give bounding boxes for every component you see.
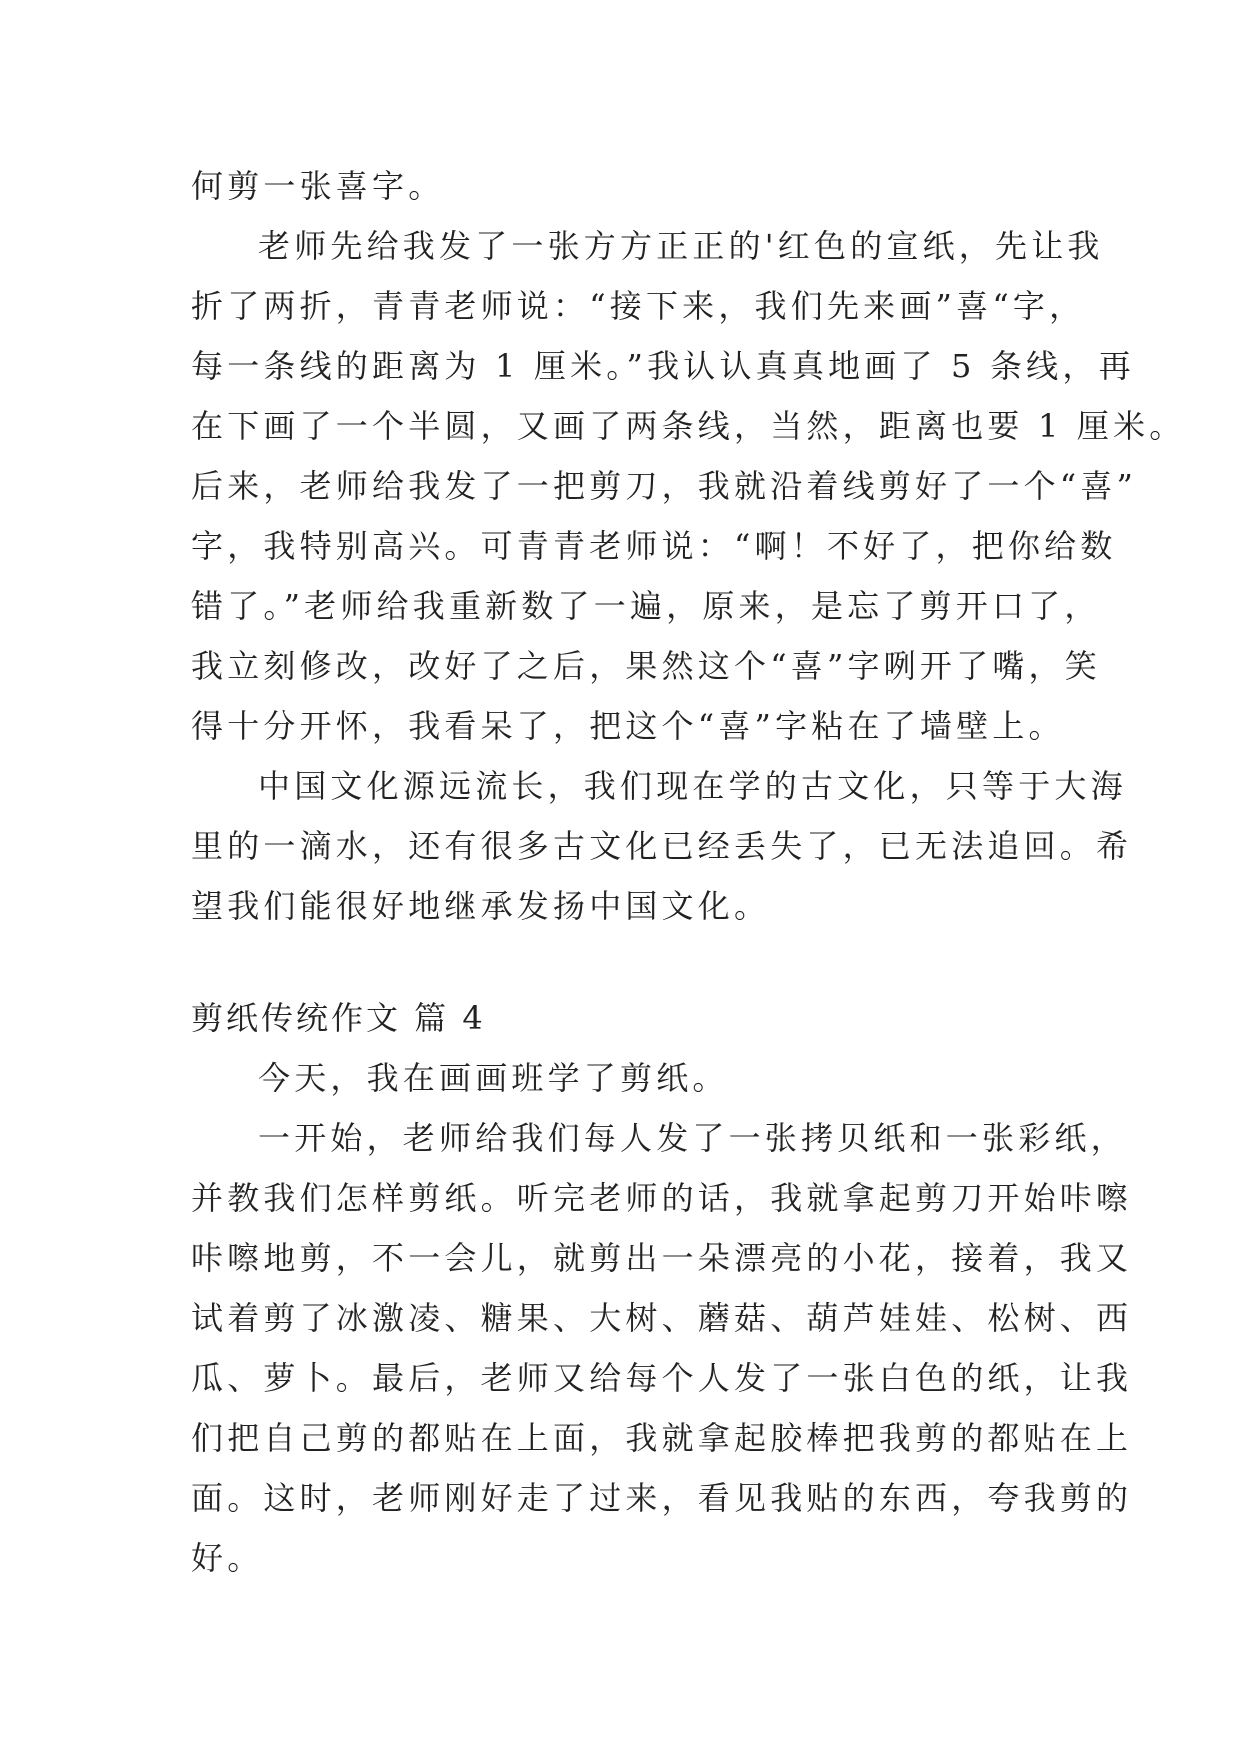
text-line: 咔嚓地剪，不一会儿，就剪出一朵漂亮的小花，接着，我又 <box>191 1239 1133 1277</box>
paragraph-start-line: 一开始，老师给我们每人发了一张拷贝纸和一张彩纸， <box>258 1119 1127 1157</box>
text-line: 并教我们怎样剪纸。听完老师的话，我就拿起剪刀开始咔嚓 <box>191 1179 1133 1217</box>
text-line: 字，我特别高兴。可青青老师说：“啊！不好了，把你给数 <box>191 527 1117 565</box>
text-line: 每一条线的距离为 1 厘米。”我认认真真地画了 5 条线，再 <box>191 347 1135 385</box>
text-line: 试着剪了冰激凌、糖果、大树、蘑菇、葫芦娃娃、松树、西 <box>191 1299 1133 1337</box>
text-line: 折了两折，青青老师说：“接下来，我们先来画”喜“字， <box>191 287 1086 325</box>
text-line: 何剪一张喜字。 <box>191 167 445 205</box>
text-line: 后来，老师给我发了一把剪刀，我就沿着线剪好了一个“喜” <box>191 467 1138 505</box>
paragraph-start-line: 中国文化源远流长，我们现在学的古文化，只等于大海 <box>258 767 1127 805</box>
text-line: 里的一滴水，还有很多古文化已经丢失了，已无法追回。希 <box>191 827 1133 865</box>
text-line: 在下画了一个半圆，又画了两条线，当然，距离也要 1 厘米。 <box>191 407 1186 445</box>
text-line: 错了。”老师给我重新数了一遍，原来，是忘了剪开口了， <box>191 587 1101 625</box>
text-line: 我立刻修改，改好了之后，果然这个“喜”字咧开了嘴，笑 <box>191 647 1101 685</box>
text-line: 好。 <box>191 1539 264 1577</box>
text-line: 得十分开怀，我看呆了，把这个“喜”字粘在了墙壁上。 <box>191 707 1065 745</box>
text-line: 望我们能很好地继承发扬中国文化。 <box>191 887 771 925</box>
paragraph-start-line: 老师先给我发了一张方方正正的'红色的宣纸，先让我 <box>258 227 1104 265</box>
text-line: 瓜、萝卜。最后，老师又给每个人发了一张白色的纸，让我 <box>191 1359 1133 1397</box>
paragraph-start-line: 今天，我在画画班学了剪纸。 <box>258 1059 729 1097</box>
text-line: 们把自己剪的都贴在上面，我就拿起胶棒把我剪的都贴在上 <box>191 1419 1133 1457</box>
section-heading: 剪纸传统作文 篇 4 <box>191 999 486 1037</box>
text-line: 面。这时，老师刚好走了过来，看见我贴的东西，夸我剪的 <box>191 1479 1133 1517</box>
